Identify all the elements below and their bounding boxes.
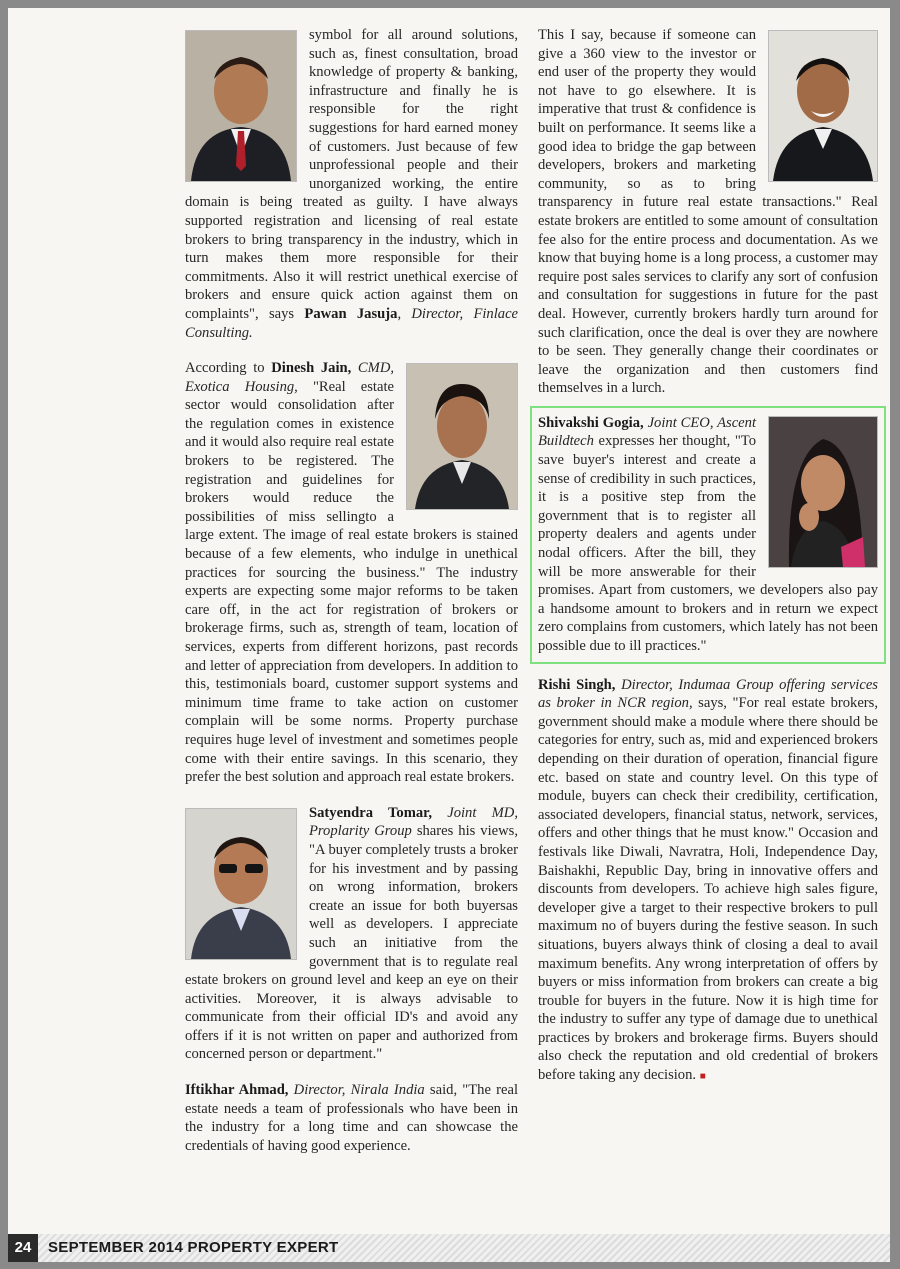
magazine-page [8,8,890,1262]
rishi-singh-name: Rishi Singh, [538,676,616,693]
rishi-singh-title: Director, Indumaa Group offering services as broker in NCR region, [538,676,878,712]
person-photo-icon [769,417,877,567]
page-number: 24 [8,1234,38,1262]
pawan-jasuja-title: , Director, Finlace Consulting. [185,305,519,341]
satyendra-tomar-name: Satyendra Tomar, [309,804,432,821]
paragraph-iftikhar [185,1081,518,1155]
dinesh-jain-name: Dinesh Jain, [271,360,352,377]
paragraph-satyendra-text: shares his views, "A buyer completely trusts a broker for his investment and by passing on wrong information, brokers create an issue for both buyersas well as developers. I appreciate such an initiative from the government that is to regulate real estate brokers on ground level and keep an eye on their activities. Moreover, it is always advisable to communicate from their official ID's and avoid any offers if it is not written on paper and authorized from concerned person or department." [185,823,518,1063]
person-photo-icon [186,31,296,181]
shivakshi-gogia-name: Shivakshi Gogia, [538,414,644,431]
magazine-issue: SEPTEMBER 2014 PROPERTY EXPERT [48,1239,339,1256]
paragraph-column2-text: This I say, because if someone can give a 360 view to the investor or end user of the property they would not have to go elsewhere. It is imperative that trust & confidence is built on performance. It seems like a good idea to bridge the gap between developers, brokers and marketing community, so as to bring transparency in future real estate transactions." Real estate brokers are entitled to some amount of consultation fee also for the entire process and documentation. As we know that buying home is a long process, a customer may require post sales services to clarify any sort of confusion and consultation for suggestions in future for the past deal. However, currently brokers hardly turn around for such clarification, once the deal is over they are nowhere to be seen. They generally change their coordinates or leave the organization and then customers find themselves in a lurch. [538,27,878,397]
shivakshi-gogia-title: Joint CEO, Ascent Buildtech [538,414,756,450]
end-mark-icon: ■ [699,1071,706,1083]
paragraph-rishi-text: says, "For real estate brokers, government should make a module where there should be categories for entry, such as, mid and experienced brokers depending on their duration of operation, financial figure etc. based on state and country level. On this type of module, buyers can check their credibility, certification, associated developers, financial status, network, services, offers and other things that he must know." Occasion and festivals like Diwali, Navratra, Holi, Independence Day, Baishakhi, Republic Day, bring in innovative offers and discounts from developers. To achieve high sales figure, developer give a target to their respective brokers to pull maximum no of buyers during the festive season. In such situations, buyers always think of closing a deal to avail maximum benefits. Any wrong interpretation of offers by buyers or miss information from brokers can create a big trouble for buyers in the future. Now it is high time for the industry to suffer any type of damage due to unethical practices by brokers and brokerage firms. Buyers should also check the reputation and old credential of brokers before taking any decision. [538,695,878,1084]
person-photo-icon [186,809,296,959]
pawan-jasuja-name: Pawan Jasuja [304,305,398,322]
portrait-shivakshi-gogia [768,416,878,568]
paragraph-shivakshi-text: expresses her thought, "To save buyer's interest and create a sense of credibility in such practices, it is a positive step from the government that is to register all property dealers and agents under nodal officers. After the bill, they will be more answerable for their promises. Apart from customers, we developers also pay a handsome amount to brokers and in return we expect zero complains from customers, which lately has not been possible due to ill practices." [538,433,878,654]
dinesh-intro: According to [185,360,272,377]
portrait-dinesh-jain [406,363,518,510]
paragraph-rishi [538,676,878,1087]
paragraph-dinesh-text: "Real estate sector would consolidation after the regulation comes in existence and it would also require real estate brokers to be registered. The registration and guidelines for brokers would reduce the possibilities of miss sellingto a large extent. The image of real estate brokers is stained because of a few elements, who indulge in unethical practices for sourcing the business." The industry experts are expecting some major reforms to be taken care off, in the act for registration of brokers or brokerage firms, such as, strength of team, location of services, experts from different horizons, past records and letter of appreciation from developers. In addition to this, testimonials board, customer support systems and minimum time frame to take action on customer complain will be some norms. Property purchase requires huge level of investment and sometimes people come with their entire savings. In this scenario, they prefer the best solution and approach real estate brokers. [185,378,518,786]
satyendra-tomar-title: Joint MD, Proplarity Group [309,804,518,840]
person-photo-icon [769,31,877,181]
page-footer [8,1234,890,1262]
dinesh-jain-title: CMD, Exotica Housing, [185,360,395,395]
iftikhar-ahmad-title: Director, Nirala India [293,1082,425,1099]
article-column-right [538,26,878,1087]
paragraph-iftikhar-text: said, "The real estate needs a team of professionals who have been in the industry for a long time and can showcase the credentials of having good experience. [185,1082,518,1154]
portrait-pawan-jasuja [185,30,297,182]
iftikhar-ahmad-name: Iftikhar Ahmad, [185,1082,289,1099]
paragraph-pawan-text: symbol for all around solutions, such as, finest consultation, broad knowledge of property & banking, infrastructure and finally he is responsible for the right suggestions for hard earned money of customers. Just because of few unprofessional people and their unorganized working, the entire domain is being treated as guilty. I have always supported registration and licensing of real estate brokers to bring transparency in the industry, which in turn makes them more responsible for their commitments. Also it will restrict unethical exercise of brokers and ensure quick action against them on complaints", says [185,27,518,322]
portrait-speaker [768,30,878,182]
highlight-box-shivakshi [530,406,886,664]
article-column-left [185,26,518,1155]
portrait-satyendra-tomar [185,808,297,960]
person-photo-icon [407,364,517,509]
